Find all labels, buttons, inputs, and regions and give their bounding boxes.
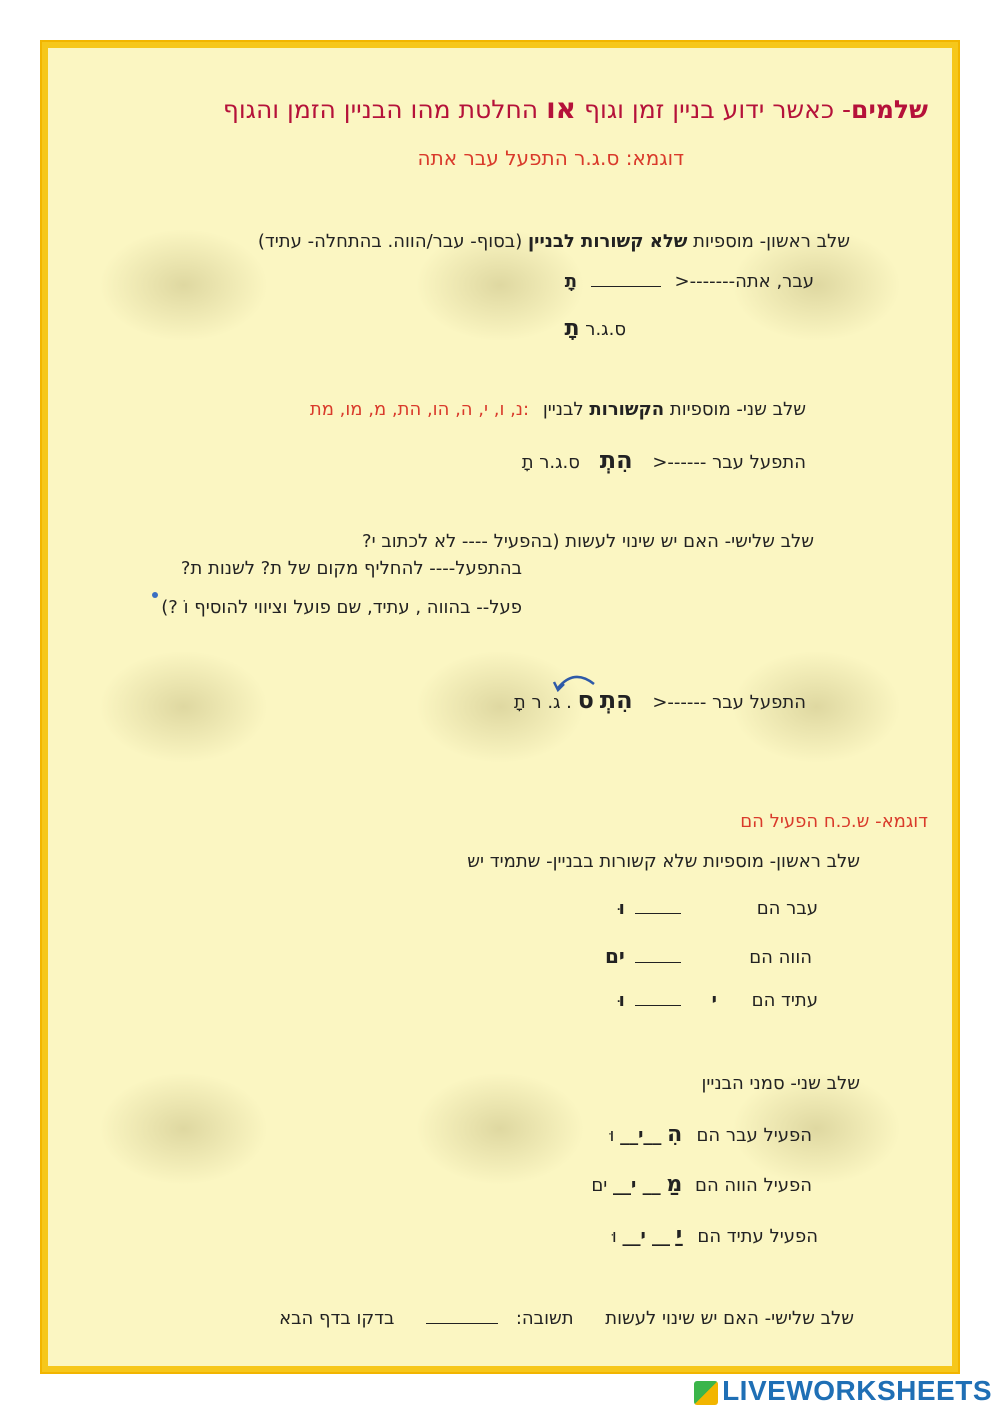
line-a-suffix: תָ [564, 271, 578, 292]
row-prefix: יַ [675, 1223, 683, 1248]
example1-step3-line2: בהתפעל---- להחליף מקום של ת? לשנות ת? [180, 558, 522, 579]
final-s: ס [577, 686, 594, 714]
line-b-root: ס.ג.ר [585, 319, 626, 340]
row-label: הפעיל הווה הם [695, 1175, 812, 1196]
step1-label: שלב ראשון- מוספיות [693, 231, 850, 252]
answer-blank[interactable] [635, 948, 681, 963]
vowel-dot-icon [152, 592, 158, 598]
next-page-note: בדקו בדף הבא [279, 1308, 395, 1329]
example2-step2: שלב שני- סמני הבניין [701, 1073, 860, 1094]
row-suffix: ים [604, 944, 625, 968]
row-prefix: י [711, 990, 717, 1011]
row-label: הפעיל עבר הם [696, 1125, 812, 1146]
example1-step2-line [522, 446, 806, 474]
step2-label: שלב שני- מוספיות [669, 399, 806, 420]
example1-step3-line3: פעל-- בהווה , עתיד, שם פועל וציווי להוסיף וֹ ?) [161, 597, 522, 618]
ex2-row-future [619, 990, 818, 1011]
example2-step1: שלב ראשון- מוספיות שלא קשורות בבניין- שתמיד יש [467, 851, 860, 872]
ex2-row-present [605, 944, 812, 968]
example1-step3-line1: שלב שלישי- האם יש שינוי לעשות (בהפעיל ---- לא לכתוב י? [362, 531, 814, 552]
brand-text: LIVEWORKSHEETS [722, 1375, 992, 1406]
title-bold: שלמים [851, 95, 928, 124]
row-pattern[interactable]: __ י__ [613, 1175, 661, 1196]
answer-blank[interactable] [635, 899, 681, 914]
row-label: הווה הם [749, 947, 812, 968]
logo-icon [694, 1381, 718, 1405]
answer-label: תשובה: [515, 1308, 574, 1329]
example2-heading: דוגמא- ש.כ.ח הפעיל הם [740, 811, 928, 832]
ex2-hifil-past [609, 1122, 812, 1147]
row-suffix: וּ [611, 1226, 617, 1247]
step2-rest: לבניין [542, 399, 584, 420]
step2-root: ס.ג.ר תָ [521, 452, 580, 473]
final-root: . ג. ר תָ [513, 692, 572, 713]
example1-step1 [258, 231, 850, 252]
row-label: עבר הם [756, 898, 818, 919]
line-a-label: עבר, אתה-------< [674, 271, 814, 292]
example1-step1-line-b [565, 316, 626, 341]
answer-blank[interactable] [591, 272, 661, 287]
row-prefix: מַ [666, 1172, 683, 1197]
line-b-suffix: תָ [564, 316, 580, 341]
example1-heading: דוגמא: ס.ג.ר התפעל עבר אתה [417, 146, 684, 170]
step2-bold: הקשורות [589, 399, 665, 420]
step2-line-label: התפעל עבר ------< [652, 452, 806, 473]
row-suffix: ים [591, 1175, 608, 1196]
title-part1: - כאשר ידוע בניין זמן וגוף [584, 95, 852, 124]
row-suffix: וּ [618, 898, 625, 919]
answer-blank[interactable] [426, 1309, 498, 1324]
row-label: עתיד הם [751, 990, 818, 1011]
swap-arrow-icon [552, 668, 602, 692]
row-prefix: הִ [667, 1122, 683, 1147]
ex2-hifil-future [612, 1223, 818, 1248]
ex2-row-past [619, 898, 818, 919]
step3-label: שלב שלישי- האם יש שינוי לעשות [605, 1308, 854, 1329]
title-part2: החלטת מהו הבניין הזמן והגוף [222, 95, 539, 124]
answer-blank[interactable] [635, 991, 681, 1006]
step2-letters: :נ, ו, י, ה, הו, הת, מ, מו, מת [309, 399, 530, 420]
step1-rest: (בסוף- עבר/הווה. בהתחלה- עתיד) [257, 231, 523, 252]
title-or: או [546, 92, 577, 125]
row-pattern[interactable]: __ י__ [622, 1226, 671, 1247]
example1-step2 [310, 399, 806, 420]
example1-step1-line-a [565, 271, 814, 292]
example2-step3 [279, 1308, 854, 1329]
row-suffix: וּ [618, 990, 625, 1011]
row-pattern[interactable]: __י__ [620, 1125, 662, 1146]
row-label: הפעיל עתיד הם [697, 1226, 818, 1247]
page-title [223, 92, 928, 125]
row-suffix: וּ [609, 1125, 615, 1146]
liveworksheets-logo[interactable] [694, 1375, 992, 1407]
final-label: התפעל עבר ------< [652, 692, 806, 713]
final-prefix: הִתְ [599, 686, 633, 714]
ex2-hifil-present [591, 1172, 812, 1197]
step2-prefix: הִתְ [599, 446, 633, 474]
step1-bold: שלא קשורות לבניין [527, 231, 688, 252]
